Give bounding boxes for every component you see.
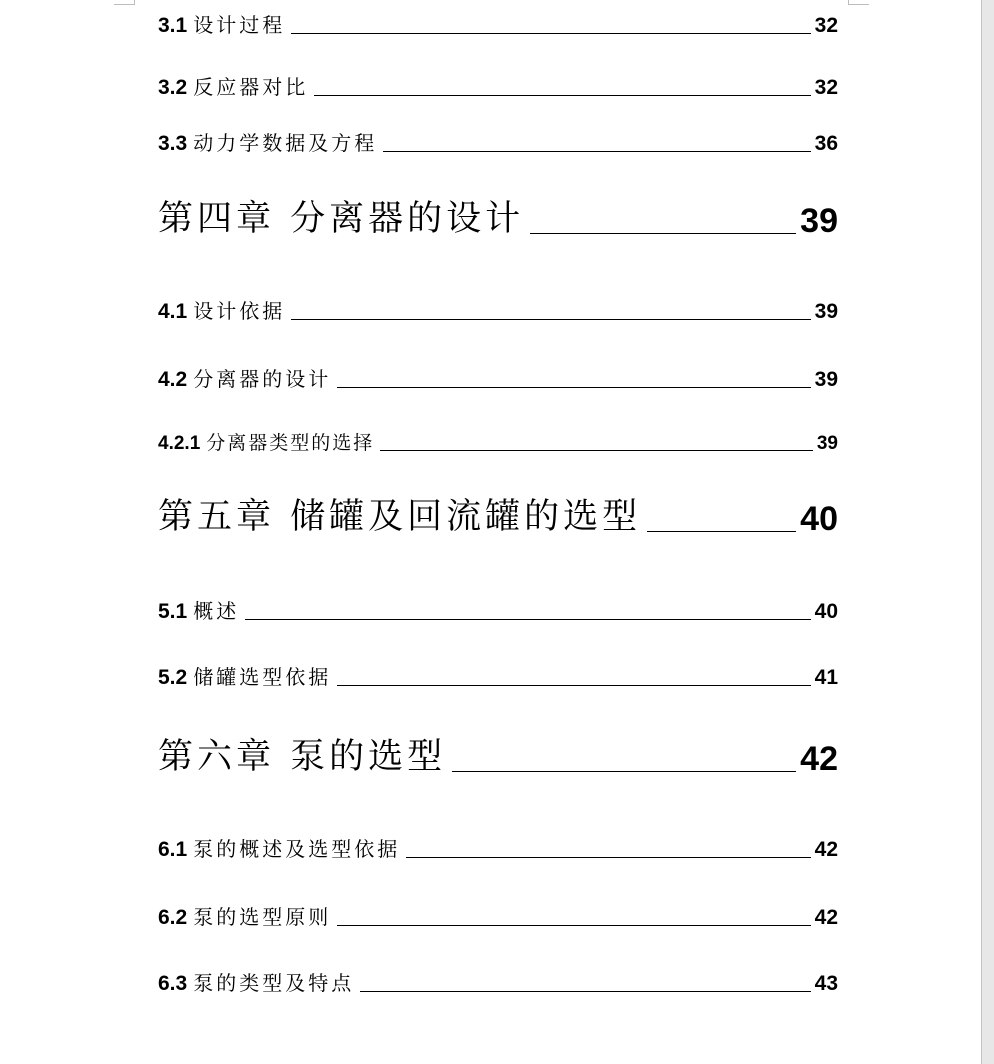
toc-page: 39 — [800, 202, 838, 240]
toc-title: 反应器对比 — [193, 75, 309, 99]
toc-number: 4.1 — [158, 300, 188, 323]
toc-leader — [245, 619, 810, 620]
toc-page: 36 — [814, 132, 838, 155]
toc-page: 39 — [814, 368, 838, 391]
toc-leader — [337, 685, 810, 686]
toc-leader — [291, 33, 810, 34]
toc-entry-3-3[interactable] — [158, 126, 838, 156]
toc-chapter-title: 第六章 泵的选型 — [158, 737, 447, 777]
toc-entry-4-2-1[interactable] — [158, 425, 838, 455]
toc-number: 3.2 — [158, 76, 188, 99]
toc-page: 43 — [814, 972, 838, 995]
toc-entry-6-2[interactable] — [158, 900, 838, 930]
toc-page: 42 — [814, 838, 838, 861]
toc-page: 41 — [814, 666, 838, 689]
toc-page: 39 — [816, 433, 838, 454]
toc-entry-3-1[interactable] — [158, 8, 838, 38]
crop-mark-left — [114, 0, 135, 5]
toc-entry-4-2[interactable] — [158, 362, 838, 392]
toc-leader — [452, 771, 796, 772]
crop-mark-right — [848, 0, 869, 5]
toc-number: 5.2 — [158, 666, 188, 689]
toc-number: 3.3 — [158, 132, 188, 155]
page-gutter — [981, 0, 994, 1064]
toc-leader — [291, 319, 810, 320]
toc-page: 39 — [814, 300, 838, 323]
toc-title: 储罐选型依据 — [193, 665, 332, 689]
toc-chapter-4[interactable] — [158, 195, 838, 241]
toc-chapter-5[interactable] — [158, 493, 838, 539]
toc-number: 5.1 — [158, 600, 188, 623]
toc-leader — [314, 95, 810, 96]
toc-leader — [337, 387, 810, 388]
toc-title: 概述 — [193, 599, 240, 623]
toc-leader — [360, 991, 810, 992]
toc-title: 分离器的设计 — [193, 367, 332, 391]
toc-entry-5-1[interactable] — [158, 594, 838, 624]
toc-number: 4.2 — [158, 368, 188, 391]
toc-page: 42 — [800, 740, 838, 778]
toc-entry-6-1[interactable] — [158, 832, 838, 862]
toc-leader — [383, 151, 810, 152]
toc-title: 泵的选型原则 — [193, 905, 332, 929]
toc-title: 分离器类型的选择 — [206, 432, 375, 454]
toc-title: 设计依据 — [193, 299, 286, 323]
toc-title: 设计过程 — [193, 13, 286, 37]
toc-page: 40 — [814, 600, 838, 623]
toc-entry-5-2[interactable] — [158, 660, 838, 690]
toc-leader — [530, 233, 796, 234]
toc-number: 6.1 — [158, 838, 188, 861]
toc-number: 6.3 — [158, 972, 188, 995]
toc-leader — [337, 925, 810, 926]
toc-number: 3.1 — [158, 14, 188, 37]
toc-title: 泵的概述及选型依据 — [193, 837, 401, 861]
toc-entry-4-1[interactable] — [158, 294, 838, 324]
toc-leader — [647, 531, 796, 532]
toc-number: 6.2 — [158, 906, 188, 929]
toc-leader — [406, 857, 810, 858]
toc-title: 泵的类型及特点 — [193, 971, 355, 995]
toc-page: 32 — [814, 76, 838, 99]
toc-title: 动力学数据及方程 — [193, 131, 378, 155]
toc-leader — [380, 450, 813, 451]
toc-entry-3-2[interactable] — [158, 70, 838, 100]
toc-chapter-title: 第四章 分离器的设计 — [158, 199, 525, 239]
toc-chapter-title: 第五章 储罐及回流罐的选型 — [158, 497, 642, 537]
toc-page: 40 — [800, 500, 838, 538]
toc-page: 32 — [814, 14, 838, 37]
toc-entry-6-3[interactable] — [158, 966, 838, 996]
toc-number: 4.2.1 — [158, 433, 201, 454]
toc-chapter-6[interactable] — [158, 733, 838, 779]
toc-page: 42 — [814, 906, 838, 929]
